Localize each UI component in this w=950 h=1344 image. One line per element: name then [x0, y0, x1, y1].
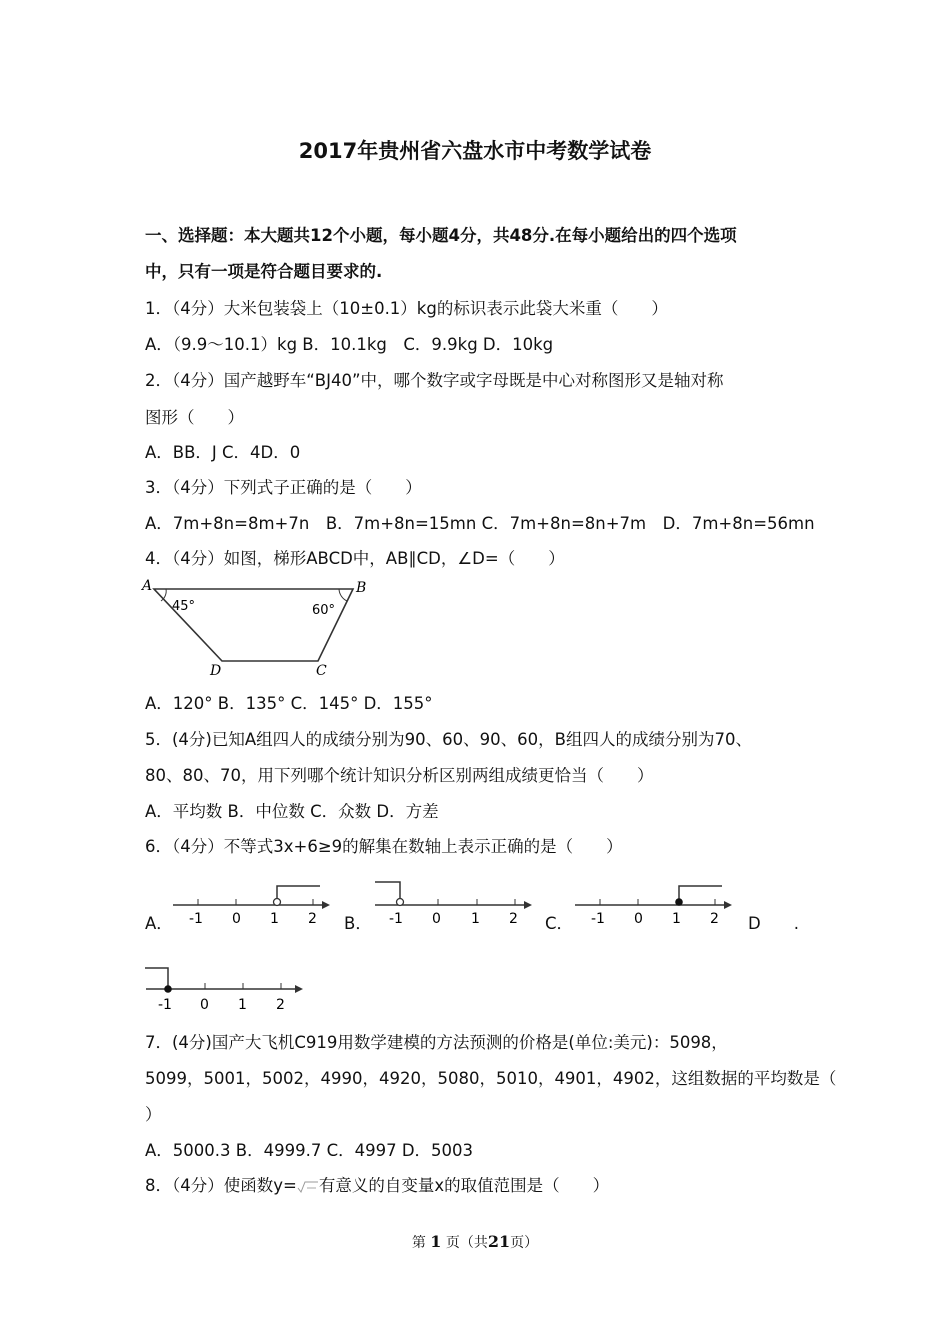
q2-stem-line2: 图形（ ） — [145, 408, 244, 427]
q3-stem: 3．（4分）下列式子正确的是（ ） — [145, 478, 422, 497]
q6-number-line-b — [372, 878, 532, 928]
section-header-line2: 中，只有一项是符合题目要求的. — [145, 262, 383, 281]
svg-text:0: 0 — [432, 911, 441, 927]
q6-stem: 6．（4分）不等式3x+6≥9的解集在数轴上表示正确的是（ ） — [145, 837, 623, 856]
q6-option-b-letter: B． — [344, 914, 372, 933]
q2-options: A．BB．J C．4D．0 — [145, 443, 301, 462]
q4-trapezoid-figure — [140, 575, 370, 680]
sqrt-expression-icon — [297, 1180, 319, 1194]
angle-b-arc — [339, 589, 347, 601]
svg-text:1: 1 — [238, 997, 247, 1013]
label-c: C — [316, 663, 327, 679]
q6-option-c-letter: C． — [545, 914, 574, 933]
q6-number-line-c — [572, 878, 732, 928]
q7-stem-line1: 7．(4分)国产大飞机C919用数学建模的方法预测的价格是(单位:美元)：5098， — [145, 1033, 728, 1052]
section-header-line1: 一、选择题：本大题共12个小题，每小题4分，共48分.在每小题给出的四个选项 — [145, 226, 737, 245]
closed-point — [675, 898, 683, 906]
svg-text:1: 1 — [471, 911, 480, 927]
total-pages: 21 — [487, 1232, 511, 1251]
q7-stem-line3: ） — [145, 1105, 162, 1124]
q7-options: A．5000.3 B．4999.7 C．4997 D．5003 — [145, 1141, 474, 1160]
svg-text:-1: -1 — [158, 997, 172, 1013]
q1-stem: 1．（4分）大米包装袋上（10±0.1）kg的标识表示此袋大米重（ ） — [145, 299, 668, 318]
q5-stem-line2: 80、80、70，用下列哪个统计知识分析区别两组成绩更恰当（ ） — [145, 766, 654, 785]
svg-text:2: 2 — [308, 911, 317, 927]
q2-stem-line1: 2．（4分）国产越野车“BJ40”中，哪个数字或字母既是中心对称图形又是轴对称 — [145, 371, 724, 390]
q4-options: A．120° B．135° C．145° D．155° — [145, 694, 433, 713]
angle-b-label: 60° — [312, 603, 336, 618]
q4-stem: 4．（4分）如图，梯形ABCD中，AB∥CD，∠D=（ ） — [145, 549, 565, 568]
label-b: B — [356, 580, 367, 596]
svg-text:2: 2 — [509, 911, 518, 927]
svg-text:0: 0 — [232, 911, 241, 927]
q6-option-a-letter: A． — [145, 914, 173, 933]
angle-a-label: 45° — [172, 599, 196, 614]
svg-text:1: 1 — [270, 911, 279, 927]
svg-text:0: 0 — [200, 997, 209, 1013]
svg-text:-1: -1 — [389, 911, 403, 927]
closed-point — [164, 985, 172, 993]
angle-a-arc — [161, 589, 166, 601]
q8-stem-pre: 8．（4分）使函数y= — [145, 1176, 297, 1195]
q5-stem-line1: 5．(4分)已知A组四人的成绩分别为90、60、90、60，B组四人的成绩分别为70、 — [145, 730, 752, 749]
q8-stem — [145, 1172, 609, 1196]
label-a: A — [142, 578, 153, 594]
q6-number-line-a — [170, 878, 330, 928]
open-point — [397, 899, 404, 906]
q6-number-line-d — [143, 962, 308, 1014]
label-d: D — [210, 663, 222, 679]
q3-options: A．7m+8n=8m+7n B．7m+8n=15mn C．7m+8n=8n+7m D．7m+8n=56mn — [145, 514, 815, 533]
open-point — [274, 899, 281, 906]
svg-text:-1: -1 — [591, 911, 605, 927]
svg-text:1: 1 — [672, 911, 681, 927]
page-footer: 第 1 页（共21页） — [411, 1232, 539, 1251]
q8-stem-post: 有意义的自变量x的取值范围是（ ） — [318, 1176, 610, 1195]
page-title: 2017年贵州省六盘水市中考数学试卷 — [298, 139, 652, 163]
svg-text:0: 0 — [634, 911, 643, 927]
svg-text:-1: -1 — [189, 911, 203, 927]
current-page: 1 — [430, 1232, 442, 1251]
q1-options: A．（9.9～10.1）kg B．10.1kg C．9.9kg D．10kg — [145, 335, 554, 354]
q7-stem-line2: 5099，5001，5002，4990，4920，5080，5010，4901，4902，这组数据的平均数是（ — [145, 1069, 837, 1088]
svg-text:2: 2 — [710, 911, 719, 927]
svg-text:2: 2 — [276, 997, 285, 1013]
q6-option-d-letter: D . — [748, 914, 799, 933]
q5-options: A．平均数 B．中位数 C．众数 D．方差 — [145, 802, 439, 821]
